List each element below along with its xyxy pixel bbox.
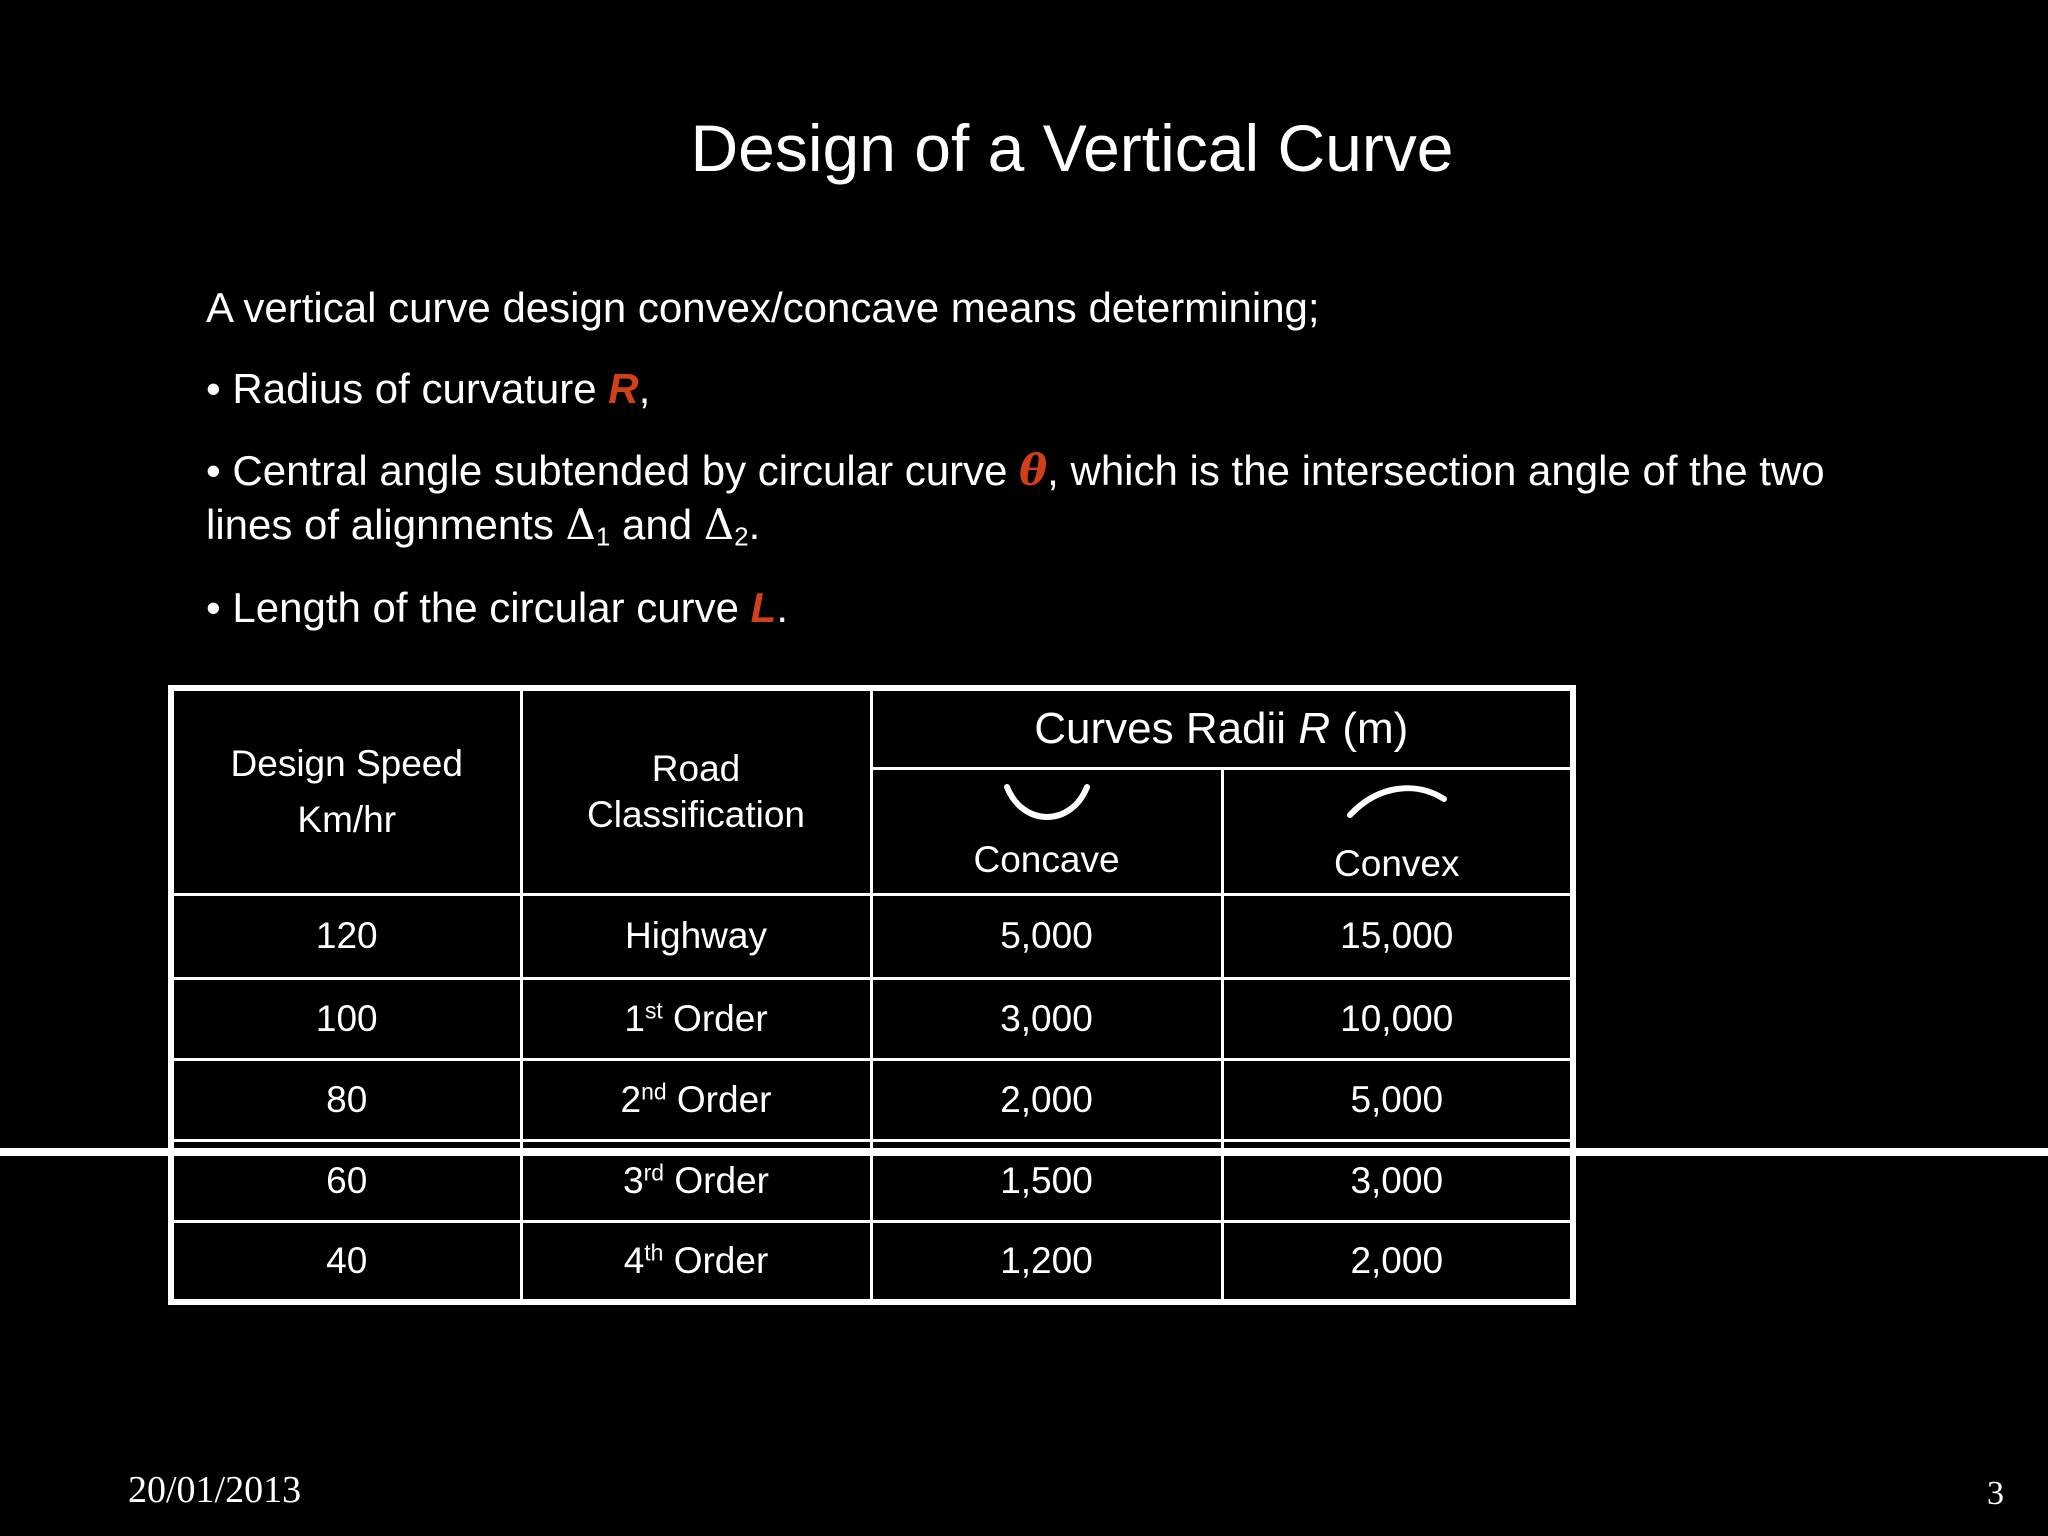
cell-speed: 60: [171, 1140, 521, 1221]
cell-class-number: 3: [623, 1159, 644, 1201]
cell-class-ordinal: st: [644, 996, 663, 1023]
header-design-speed: [171, 688, 521, 894]
cell-class-ordinal: rd: [643, 1158, 665, 1185]
delta-2-symbol: Δ: [703, 500, 735, 549]
header-design-speed-line2: Km/hr: [297, 798, 397, 840]
cell-convex: 5,000: [1222, 1059, 1573, 1140]
cell-class-text: Order: [663, 1239, 769, 1281]
table-header-row: [171, 688, 1573, 768]
header-radii-unit: (m): [1330, 703, 1409, 753]
table-row: [171, 1059, 1573, 1140]
slide-title: Design of a Vertical Curve: [690, 111, 1454, 185]
bullet-length: [206, 581, 1896, 635]
horizontal-overlay-line: [0, 1148, 2048, 1156]
bullet-length-text: • Length of the circular curve: [206, 584, 751, 631]
cell-class-number: 2: [620, 1078, 642, 1120]
cell-speed: 100: [171, 978, 521, 1059]
header-road-class-line1: Road: [651, 747, 741, 789]
bullet-angle: [206, 444, 1896, 552]
cell-concave: 2,000: [871, 1059, 1222, 1140]
header-concave-label: Concave: [973, 839, 1120, 880]
header-road-classification: [521, 688, 871, 894]
header-concave: [871, 768, 1222, 894]
cell-class-number: 1: [624, 997, 645, 1039]
cell-speed: 40: [171, 1221, 521, 1302]
cell-convex: 3,000: [1222, 1140, 1573, 1221]
cell-convex: 10,000: [1222, 978, 1573, 1059]
cell-class-text: Order: [662, 997, 768, 1039]
cell-class-ordinal: nd: [641, 1077, 667, 1104]
convex-curve-icon: [1342, 777, 1452, 819]
cell-convex: 2,000: [1222, 1221, 1573, 1302]
cell-class-text: Order: [664, 1159, 769, 1201]
cell-class-text: Highway: [625, 915, 767, 956]
header-radii-symbol: R: [1298, 703, 1331, 753]
bullet-angle-and: and: [610, 501, 704, 548]
cell-classification: [521, 978, 871, 1059]
cell-convex: 15,000: [1222, 894, 1573, 978]
page-number: 3: [1987, 1475, 2004, 1512]
table-row: [171, 1221, 1573, 1302]
cell-class-ordinal: th: [644, 1239, 664, 1266]
header-road-class-line2: Classification: [587, 793, 805, 835]
concave-curve-icon: [997, 781, 1097, 833]
cell-speed: 80: [171, 1059, 521, 1140]
bullet-radius: [206, 362, 1896, 416]
bullet-angle-end: .: [748, 501, 761, 548]
bullet-radius-suffix: ,: [638, 365, 651, 412]
header-convex: [1222, 768, 1573, 894]
delta-1-symbol: Δ: [565, 500, 596, 549]
cell-classification: [521, 894, 871, 978]
cell-class-text: Order: [666, 1078, 772, 1120]
bullet-angle-mid: , which is the intersection angle of the two lines of alignments: [206, 447, 1825, 548]
header-curves-radii-text: Curves Radii: [1034, 703, 1299, 753]
radius-symbol: R: [608, 365, 639, 412]
footer-date: 20/01/2013: [128, 1469, 302, 1511]
bullet-angle-text: • Central angle subtended by circular curve: [206, 447, 1020, 494]
length-symbol: L: [750, 584, 777, 631]
header-curves-radii: [871, 688, 1573, 768]
curve-radii-table: [168, 685, 1576, 1305]
table-row: [171, 978, 1573, 1059]
delta-1-subscript: 1: [595, 521, 611, 552]
bullet-radius-text: • Radius of curvature: [206, 365, 609, 412]
bullet-length-suffix: .: [776, 584, 788, 631]
delta-2-subscript: 2: [734, 521, 749, 552]
header-design-speed-line1: Design Speed: [230, 742, 463, 784]
theta-symbol: θ: [1019, 446, 1048, 495]
cell-classification: [521, 1221, 871, 1302]
intro-text: A vertical curve design convex/concave means determining;: [206, 284, 1320, 331]
cell-class-number: 4: [623, 1239, 645, 1281]
cell-concave: 3,000: [871, 978, 1222, 1059]
cell-concave: 1,200: [871, 1221, 1222, 1302]
cell-concave: 5,000: [871, 894, 1222, 978]
table-row: [171, 894, 1573, 978]
header-convex-label: Convex: [1334, 843, 1460, 884]
cell-classification: [521, 1059, 871, 1140]
cell-speed: 120: [171, 894, 521, 978]
cell-concave: 1,500: [871, 1140, 1222, 1221]
